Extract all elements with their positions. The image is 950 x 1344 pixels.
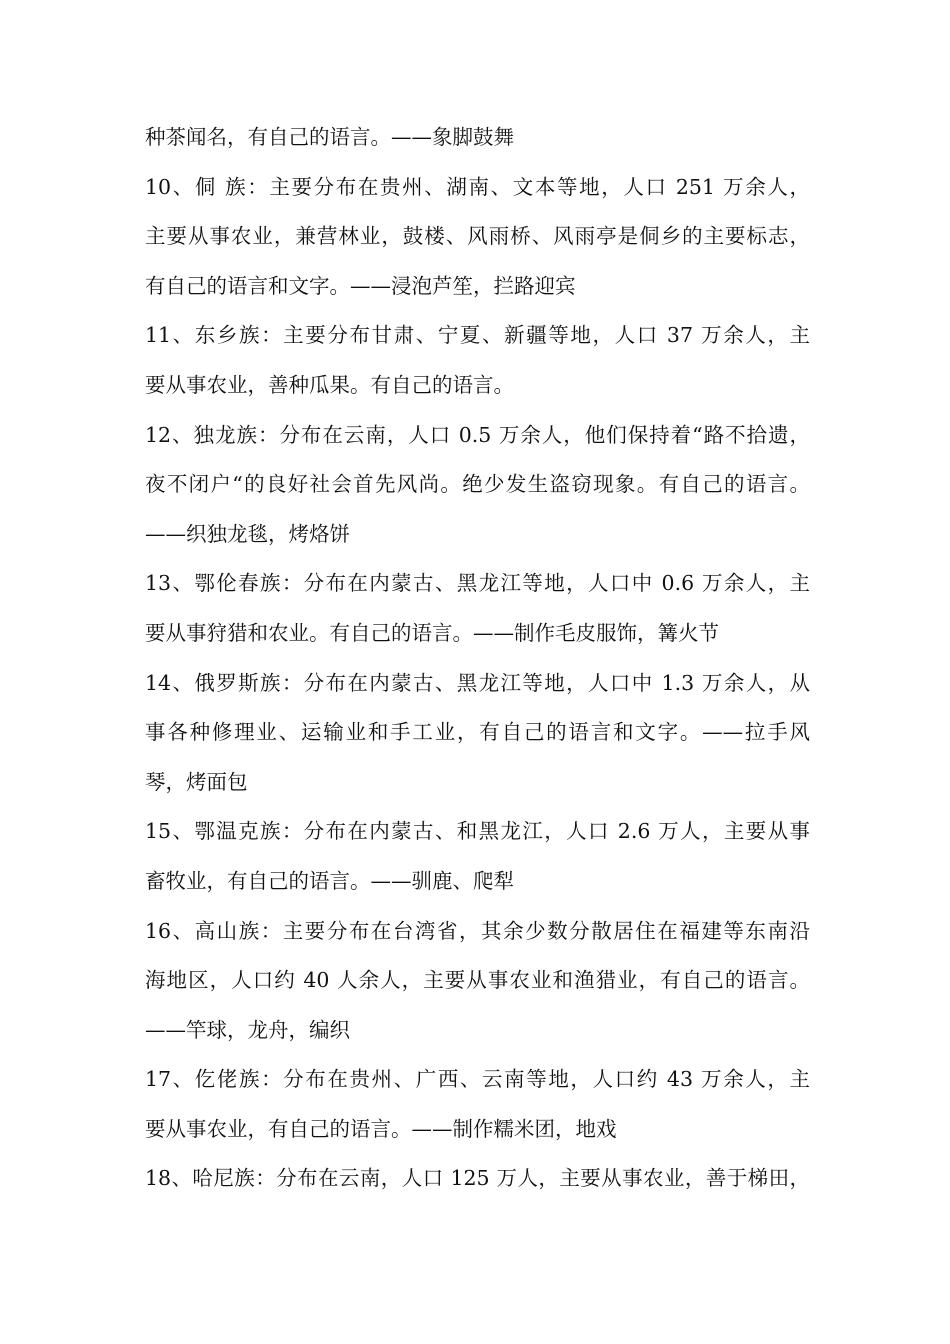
text-line: 11、东乡族：主要分布甘肃、宁夏、新疆等地，人口 37 万余人，主 [145,323,810,348]
text-line: 种茶闻名，有自己的语言。——象脚鼓舞 [145,125,514,149]
text-line: 14、俄罗斯族：分布在内蒙古、黑龙江等地，人口中 1.3 万余人，从 [145,670,810,695]
text-line: 17、仡佬族：分布在贵州、广西、云南等地，人口约 43 万余人，主 [145,1067,810,1092]
text-line: 12、独龙族：分布在云南，人口 0.5 万余人，他们保持着“路不拾遗， [145,422,810,447]
text-line: 有自己的语言和文字。——浸泡芦笙，拦路迎宾 [145,273,576,298]
text-line: 海地区，人口约 40 人余人，主要从事农业和渔猎业，有自己的语言。 [145,968,810,993]
text-line: 13、鄂伦春族：分布在内蒙古、黑龙江等地，人口中 0.6 万余人，主 [145,571,810,596]
text-line: 要从事农业，善种瓜果。有自己的语言。 [145,372,514,397]
text-line: ——织独龙毯，烤烙饼 [145,521,350,546]
text-line: 主要从事农业，兼营林业，鼓楼、风雨桥、风雨亭是侗乡的主要标志， [145,224,810,249]
text-line: 15、鄂温克族：分布在内蒙古、和黑龙江，人口 2.6 万人，主要从事 [145,819,810,844]
document-body [145,113,810,1204]
text-line: 10、侗 族：主要分布在贵州、湖南、文本等地，人口 251 万余人， [145,174,810,199]
text-line: 要从事农业，有自己的语言。——制作糯米团，地戏 [145,1116,617,1141]
text-line: 16、高山族：主要分布在台湾省，其余少数分散居住在福建等东南沿 [145,918,810,943]
text-line: 事各种修理业、运输业和手工业，有自己的语言和文字。——拉手风 [145,720,810,745]
text-line: ——竿球，龙舟，编织 [145,1017,350,1042]
text-line: 要从事狩猎和农业。有自己的语言。——制作毛皮服饰，篝火节 [145,620,719,645]
text-line: 畜牧业，有自己的语言。——驯鹿、爬犁 [145,868,514,893]
text-line: 夜不闭户“的良好社会首先风尚。绝少发生盗窃现象。有自己的语言。 [145,472,810,497]
text-line: 琴，烤面包 [145,769,248,794]
text-line: 18、哈尼族：分布在云南，人口 125 万人，主要从事农业，善于梯田， [145,1166,810,1191]
